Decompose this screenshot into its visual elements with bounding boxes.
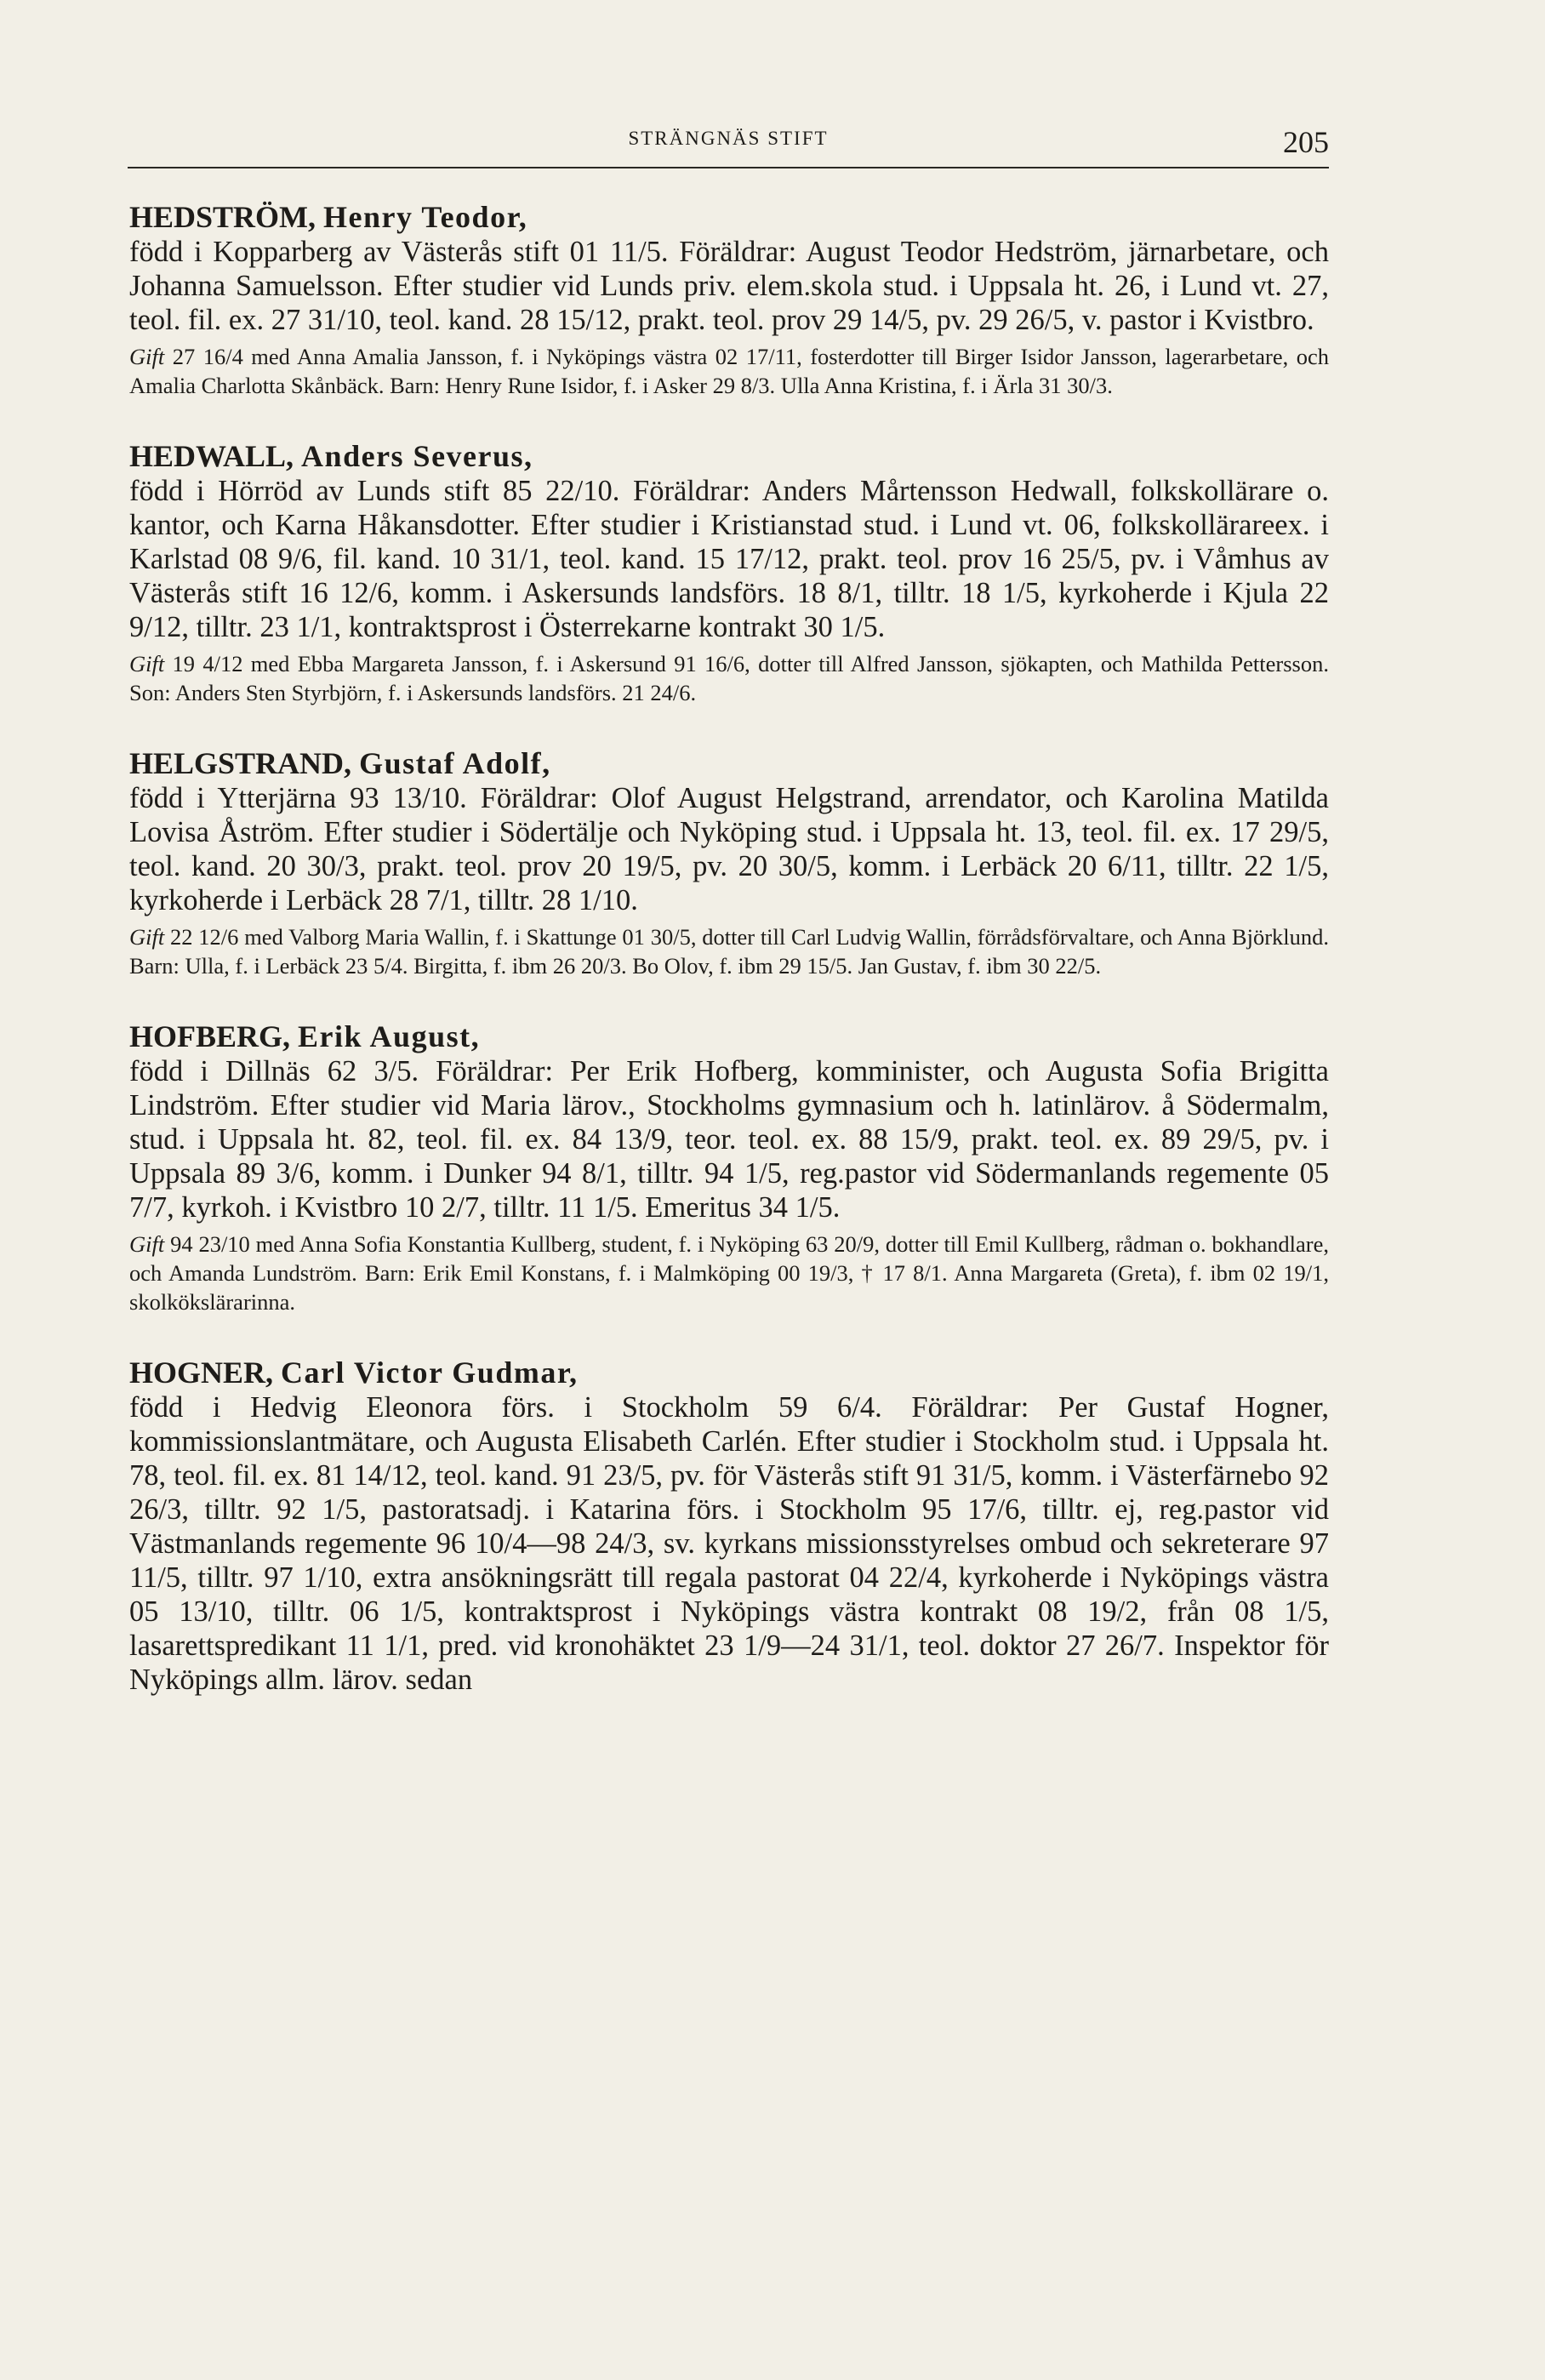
biography-entry [129,200,1329,400]
entry-given-names: Anders Severus, [301,439,533,473]
family-text: 19 4/12 med Ebba Margareta Jansson, f. i Askersund 91 16/6, dotter till Alfred Jansson, sjökapten, och Mathilda Pettersson. Son: Anders Sten Styrbjörn, f. i Askersunds landsförs. 21 24/6. [129,651,1329,705]
family-label: Gift [129,1231,165,1257]
entry-biography: född i Ytterjärna 93 13/10. Föräldrar: Olof August Helgstrand, arrendator, och Karolina Matilda Lovisa Åström. Efter studier i Södertälje och Nyköping stud. i Uppsala ht. 13, teol. fil. ex. 17 29/5, teol. kand. 20 30/3, prakt. teol. prov 20 19/5, pv. 20 30/5, komm. i Lerbäck 20 6/11, tilltr. 22 1/5, kyrkoherde i Lerbäck 28 7/1, tilltr. 28 1/10. [129,782,1329,916]
entry-biography: född i Hedvig Eleonora förs. i Stockholm 59 6/4. Föräldrar: Per Gustaf Hogner, kommissionslantmätare, och Augusta Elisabeth Carlén. Efter studier i Stockholm stud. i Uppsala ht. 78, teol. fil. ex. 81 14/12, teol. kand. 91 23/5, pv. för Västerås stift 91 31/5, komm. i Västerfärnebo 92 26/3, tilltr. 92 1/5, pastoratsadj. i Katarina förs. i Stockholm 95 17/6, tilltr. ej, reg.pastor vid Västmanlands regemente 96 10/4—98 24/3, sv. kyrkans missionsstyrelses ombud och sekreterare 97 11/5, tilltr. 97 1/10, extra ansökningsrätt till regala pastorat 04 22/4, kyrkoherde i Nyköpings västra 05 13/10, tilltr. 06 1/5, kontraktsprost i Nyköpings västra kontrakt 08 19/2, från 08 1/5, lasarettspredikant 11 1/1, pred. vid kronohäktet 23 1/9—24 31/1, teol. doktor 27 26/7. Inspektor för Nyköpings allm. lärov. sedan [129,1391,1329,1696]
family-label: Gift [129,924,165,950]
entry-surname: HELGSTRAND, [129,746,352,780]
entry-biography: född i Kopparberg av Västerås stift 01 11/5. Föräldrar: August Teodor Hedström, järnarbetare, och Johanna Samuelsson. Efter studier vid Lunds priv. elem.skola stud. i Uppsala ht. 26, i Lund vt. 27, teol. fil. ex. 27 31/10, teol. kand. 28 15/12, prakt. teol. prov 29 14/5, pv. 29 26/5, v. pastor i Kvistbro. [129,236,1329,336]
entry-family [129,922,1329,980]
page-header [128,117,1329,168]
family-text: 22 12/6 med Valborg Maria Wallin, f. i Skattunge 01 30/5, dotter till Carl Ludvig Wallin, förrådsförvaltare, och Anna Björklund. Barn: Ulla, f. i Lerbäck 23 5/4. Birgitta, f. ibm 26 20/3. Bo Olov, f. ibm 29 15/5. Jan Gustav, f. ibm 30 22/5. [129,924,1330,979]
entry-family [129,1230,1329,1316]
entry-surname: HOFBERG, [129,1019,291,1053]
biography-entry [129,1356,1329,1697]
page-number: 205 [1283,125,1329,159]
entry-name [129,1019,1329,1053]
entry-family [129,342,1329,400]
family-label: Gift [129,651,165,676]
entry-surname: HEDSTRÖM, [129,200,316,234]
entry-given-names: Erik August, [298,1019,481,1053]
biography-entry [129,439,1329,707]
entry-biography: född i Hörröd av Lunds stift 85 22/10. Föräldrar: Anders Mårtensson Hedwall, folkskollärare o. kantor, och Karna Håkansdotter. Efter studier i Kristianstad stud. i Lund vt. 06, folkskollärareex. i Karlstad 08 9/6, fil. kand. 10 31/1, teol. kand. 15 17/12, prakt. teol. prov 16 25/5, pv. i Våmhus av Västerås stift 16 12/6, komm. i Askersunds landsförs. 18 8/1, tilltr. 18 1/5, kyrkoherde i Kjula 22 9/12, tilltr. 23 1/1, kontraktsprost i Österrekarne kontrakt 30 1/5. [129,475,1329,643]
entry-surname: HEDWALL, [129,439,294,473]
entry-name [129,746,1329,780]
entry-biography: född i Dillnäs 62 3/5. Föräldrar: Per Erik Hofberg, komminister, och Augusta Sofia Brigitta Lindström. Efter studier vid Maria lärov., Stockholms gymnasium och h. latinlärov. å Södermalm, stud. i Uppsala ht. 82, teol. fil. ex. 84 13/9, teor. teol. ex. 88 15/9, prakt. teol. ex. 89 29/5, pv. i Uppsala 89 3/6, komm. i Dunker 94 8/1, tilltr. 94 1/5, reg.pastor vid Södermanlands regemente 05 7/7, kyrkoh. i Kvistbro 10 2/7, tilltr. 11 1/5. Emeritus 34 1/5. [129,1055,1329,1224]
entry-given-names: Henry Teodor, [323,200,528,234]
entry-name [129,200,1329,234]
biography-entry [129,746,1329,980]
biography-entry [129,1019,1329,1316]
family-text: 27 16/4 med Anna Amalia Jansson, f. i Nyköpings västra 02 17/11, fosterdotter till Birger Isidor Jansson, lagerarbetare, och Amalia Charlotta Skånbäck. Barn: Henry Rune Isidor, f. i Asker 29 8/3. Ulla Anna Kristina, f. i Ärla 31 30/3. [129,344,1329,398]
running-title: STRÄNGNÄS STIFT [628,128,829,149]
entry-name [129,439,1329,473]
family-text: 94 23/10 med Anna Sofia Konstantia Kullberg, student, f. i Nyköping 63 20/9, dotter till Emil Kullberg, rådman o. bokhandlare, och Amanda Lundström. Barn: Erik Emil Konstans, f. i Malmköping 00 19/3, † 17 8/1. Anna Margareta (Greta), f. ibm 02 19/1, skolkökslärarinna. [129,1231,1330,1315]
entry-given-names: Gustaf Adolf, [359,746,551,780]
entry-surname: HOGNER, [129,1356,274,1390]
entry-family [129,649,1329,707]
entry-given-names: Carl Victor Gudmar, [281,1356,579,1390]
entry-name [129,1356,1329,1390]
family-label: Gift [129,344,165,369]
page-content [129,200,1329,1736]
